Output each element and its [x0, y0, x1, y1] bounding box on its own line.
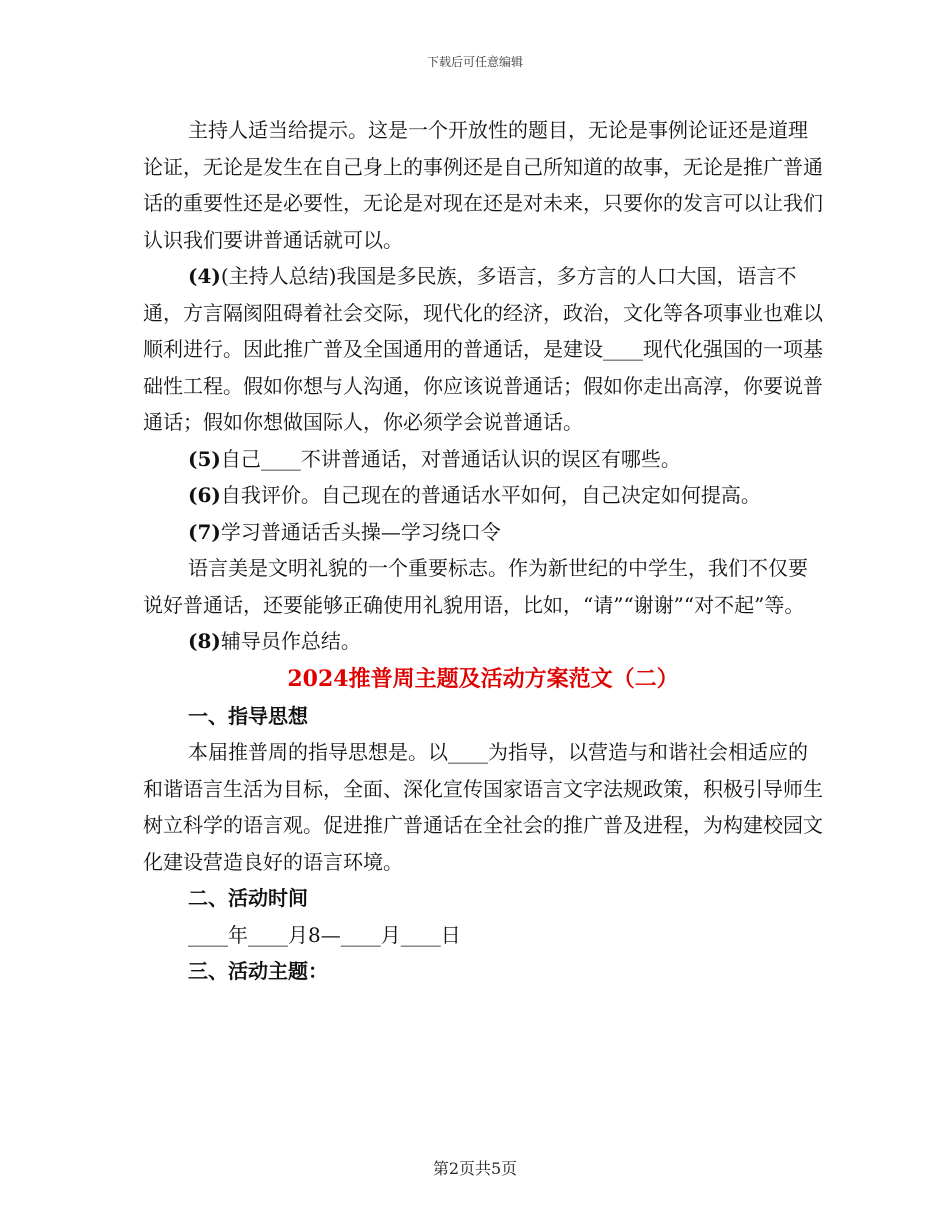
section-title: 2024推普周主题及活动方案范文（二）: [287, 665, 679, 692]
list-item-7: [143, 514, 823, 551]
item-number: (4): [188, 264, 221, 288]
heading-activity-theme: 三、活动主题：: [188, 959, 328, 983]
item-text: 自我评价。自己现在的普通话水平如何，自己决定如何提高。: [220, 483, 761, 507]
item-number: (8): [188, 629, 221, 653]
item-text: 自己____不讲普通话，对普通话认识的误区有哪些。: [220, 446, 681, 471]
list-item-8: [143, 623, 823, 660]
paragraph-guiding-ideology: 本届推普周的指导思想是。以____为指导，以营造与和谐社会相适应的和谐语言生活为目标，全面、深化宣传国家语言文字法规政策，积极引导师生树立科学的语言观。促进推广普通话在全社会的推广普及进程，为构建校园文化建设营造良好的语言环境。: [143, 740, 823, 874]
item-text: 辅导员作总结。: [220, 629, 361, 653]
item-text: (主持人总结)我国是多民族，多语言，多方言的人口大国，语言不通，方言隔阂阻碍着社会交际，现代化的经济，政治，文化等各项事业也难以顺利进行。因此推广普及全国通用的普通话，是建设____现代化强国的一项基础性工程。假如你想与人沟通，你应该说普通话；假如你走出高淳，你要说普通话；假如你想做国际人，你必须学会说普通话。: [143, 264, 823, 434]
paragraph-language-beauty: 语言美是文明礼貌的一个重要标志。作为新世纪的中学生，我们不仅要说好普通话，还要能够正确使用礼貌用语，比如，“请”“谢谢”“对不起”等。: [143, 556, 808, 617]
list-item-4: [143, 258, 823, 441]
document-body: [143, 112, 823, 990]
list-item-5: [143, 441, 823, 478]
heading-activity-time: 二、活动时间: [188, 886, 308, 910]
paragraph-host-hint: 主持人适当给提示。这是一个开放性的题目，无论是事例论证还是道理论证，无论是发生在自己身上的事例还是自己所知道的故事，无论是推广普通话的重要性还是必要性，无论是对现在还是对未来，只要你的发言可以让我们认识我们要讲普通话就可以。: [143, 118, 823, 252]
item-number: (6): [188, 483, 221, 507]
page-number: 第2页共5页: [432, 1159, 518, 1178]
item-number: (7): [188, 519, 221, 544]
heading-guiding-ideology: 一、指导思想: [188, 703, 308, 728]
list-item-6: [143, 477, 823, 514]
item-text: 学习普通话舌头操—学习绕口令: [220, 519, 501, 544]
page-header-note: 下载后可任意编辑: [426, 55, 523, 69]
paragraph-activity-time: ____年____月8—____月____日: [188, 922, 461, 947]
item-number: (5): [188, 446, 221, 471]
